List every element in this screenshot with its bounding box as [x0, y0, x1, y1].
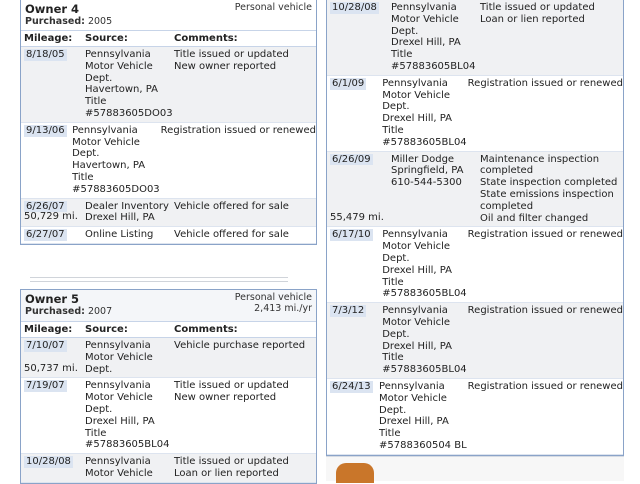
record-comments: [467, 305, 623, 376]
table-row: [21, 123, 316, 199]
comment-line: Title issued or updated: [174, 49, 289, 60]
source-line: Dealer Inventory: [85, 200, 169, 212]
record-date-cell: [327, 78, 379, 149]
owner-5-vehicle-type: Personal vehicle: [234, 292, 312, 303]
record-date-cell: [327, 2, 388, 73]
record-source: [379, 229, 466, 300]
record-date: 6/26/09: [332, 153, 371, 165]
source-header: Source:: [85, 33, 128, 44]
record-comments: [173, 201, 316, 225]
source-line: Pennsylvania: [85, 456, 151, 468]
owner-5-panel: [20, 289, 317, 484]
record-source: [82, 229, 173, 241]
record-comments: [160, 125, 316, 196]
record-date-cell: [21, 380, 82, 451]
record-date-cell: [21, 456, 82, 480]
source-line: #57883605BL04: [85, 439, 170, 451]
source-line: Title: [85, 96, 107, 108]
table-row: [21, 227, 316, 244]
record-source: [388, 2, 479, 73]
comment-line: New owner reported: [174, 60, 277, 72]
record-source: [82, 201, 173, 225]
source-line: Dept.: [382, 328, 410, 340]
source-line: Motor Vehicle: [72, 136, 140, 148]
record-mileage: 50,729 mi.: [24, 211, 78, 223]
comment-line: State emissions inspection: [480, 188, 614, 200]
comment-line: completed: [480, 200, 534, 212]
owner-5-header: [21, 290, 316, 322]
record-comments: [173, 340, 316, 375]
source-line: Title: [382, 276, 404, 288]
record-date: 6/26/07: [26, 200, 65, 212]
record-comments: [173, 49, 316, 120]
owner-5-vehicle-info: [235, 292, 312, 314]
record-date-cell: [327, 154, 388, 225]
owner-5-miles-per-year: 2,413 mi./yr: [254, 303, 312, 314]
owner-5-records: [21, 338, 316, 483]
record-date-cell: [327, 305, 379, 376]
table-row: [327, 76, 623, 152]
source-line: Dept.: [379, 404, 407, 416]
source-line: Pennsylvania: [72, 124, 138, 136]
source-line: Pennsylvania: [391, 2, 457, 13]
comment-line: Vehicle offered for sale: [174, 200, 289, 212]
comment-line: Registration issued or renewed: [467, 305, 623, 317]
owner-4-records: [21, 47, 316, 244]
record-date-cell: [327, 381, 376, 452]
source-line: Title: [391, 49, 413, 61]
source-line: Title: [85, 427, 107, 439]
source-line: Havertown, PA: [72, 160, 146, 172]
table-row: [21, 454, 316, 483]
source-line: Motor Vehicle: [382, 241, 451, 253]
source-line: #57883605BL04: [382, 364, 467, 376]
table-row: [21, 378, 316, 454]
source-line: Havertown, PA: [85, 84, 158, 96]
comment-line: Maintenance inspection: [480, 153, 600, 165]
record-comments: [467, 78, 623, 149]
comment-line: Oil and filter changed: [480, 212, 589, 224]
record-date: 10/28/08: [26, 456, 71, 468]
source-line: Drexel Hill, PA: [382, 264, 452, 276]
owner-4-vehicle-type: Personal vehicle: [234, 2, 312, 13]
comment-line: completed: [480, 165, 534, 177]
owner-4-table-header: [21, 31, 316, 47]
comment-line: Loan or lien reported: [174, 467, 279, 479]
record-date: 7/10/07: [26, 340, 65, 351]
comment-line: New owner reported: [174, 392, 277, 404]
source-line: Title: [72, 171, 94, 183]
record-comments: [173, 229, 316, 241]
source-line: #57883605BL04: [382, 288, 467, 300]
source-line: Dept.: [85, 72, 113, 84]
source-line: Title: [382, 124, 404, 136]
source-line: Motor Vehicle: [85, 351, 153, 363]
comments-header: Comments:: [174, 324, 238, 335]
record-date-cell: [21, 229, 82, 241]
source-line: Pennsylvania: [382, 77, 448, 89]
owner-5-table-header: [21, 322, 316, 338]
record-source: [82, 380, 173, 451]
purchased-year: 2007: [87, 306, 113, 317]
source-line: Springfield, PA: [391, 165, 464, 177]
source-line: Pennsylvania: [382, 305, 448, 317]
source-line: Drexel Hill, PA: [382, 113, 452, 125]
record-comments: [479, 154, 623, 225]
record-source: [82, 340, 173, 375]
source-line: Pennsylvania: [85, 380, 151, 392]
purchased-year: 2005: [87, 16, 113, 27]
source-line: Drexel Hill, PA: [382, 340, 452, 352]
comment-line: Loan or lien reported: [480, 13, 585, 25]
record-comments: [467, 229, 623, 300]
record-source: [69, 125, 160, 196]
source-line: Pennsylvania: [85, 340, 151, 351]
history-left-column: [20, 0, 317, 245]
record-source: [379, 305, 466, 376]
record-date: 9/13/06: [26, 124, 65, 136]
record-source: [82, 49, 173, 120]
comment-line: Title issued or updated: [480, 2, 595, 13]
comment-line: Registration issued or renewed: [160, 124, 316, 136]
table-row: [327, 152, 623, 228]
source-header: Source:: [85, 324, 128, 335]
source-line: Motor Vehicle: [85, 60, 153, 72]
source-line: 610-544-5300: [391, 177, 462, 189]
owner-4-header: [21, 0, 316, 31]
purchased-label: Purchased:: [25, 306, 85, 317]
record-date-cell: [21, 125, 69, 196]
source-line: Dept.: [72, 148, 100, 160]
record-date-cell: [21, 340, 82, 375]
record-date: 7/19/07: [26, 380, 65, 392]
record-comments: [173, 380, 316, 451]
source-line: Drexel Hill, PA: [85, 212, 155, 224]
record-mileage: 50,737 mi.: [24, 362, 78, 374]
mileage-header: Mileage:: [24, 33, 73, 44]
owner-5-column: [20, 289, 317, 484]
record-source: [82, 456, 173, 480]
record-date: 6/24/13: [332, 380, 371, 392]
source-line: Dept.: [85, 403, 113, 415]
comment-line: Title issued or updated: [174, 456, 289, 468]
comment-line: State inspection completed: [480, 177, 618, 189]
owner-4-panel: [20, 0, 317, 245]
table-row: [21, 199, 316, 228]
record-comments: [467, 381, 623, 452]
owner-5-continued-panel: [326, 0, 624, 456]
table-row: [327, 0, 623, 76]
source-line: #57883605BL04: [391, 60, 476, 72]
owner-4-title: Owner 4: [25, 2, 80, 16]
comment-line: Title issued or updated: [174, 380, 289, 392]
source-line: Motor Vehicle: [85, 467, 153, 479]
source-line: Drexel Hill, PA: [85, 415, 155, 427]
record-date-cell: [21, 49, 82, 120]
record-date: 8/18/05: [26, 49, 65, 60]
source-line: Pennsylvania: [85, 49, 151, 60]
source-line: Motor Vehicle: [382, 89, 451, 101]
table-row: [327, 227, 623, 303]
source-line: Motor Vehicle: [85, 392, 153, 404]
table-row: [21, 47, 316, 123]
record-source: [379, 78, 466, 149]
record-date: 7/3/12: [332, 305, 365, 317]
table-row: [327, 303, 623, 379]
source-line: #57883605DO03: [72, 183, 160, 195]
record-date: 6/27/07: [26, 229, 65, 241]
comment-line: Registration issued or renewed: [467, 229, 623, 241]
record-date: 10/28/08: [332, 2, 377, 13]
source-line: Online Listing: [85, 229, 154, 241]
owner-5-continued-records: [327, 0, 623, 455]
record-source: [376, 381, 467, 452]
source-line: #57883605DO03: [85, 107, 173, 119]
record-date-cell: [21, 201, 82, 225]
record-source: [388, 154, 479, 225]
comments-header: Comments:: [174, 33, 238, 44]
comment-line: Vehicle offered for sale: [174, 229, 289, 241]
owner-4-purchased: [25, 16, 312, 27]
owner-5-title: Owner 5: [25, 292, 80, 306]
source-line: Dept.: [382, 252, 410, 264]
source-line: Drexel Hill, PA: [391, 37, 461, 49]
source-line: Dept.: [391, 25, 419, 37]
source-line: Pennsylvania: [382, 229, 448, 241]
history-right-column: [326, 0, 624, 456]
source-line: Miller Dodge: [391, 153, 455, 165]
source-line: Motor Vehicle: [391, 13, 459, 25]
record-mileage: 55,479 mi.: [330, 211, 384, 223]
source-line: #5788360504 BL: [379, 439, 467, 451]
comment-line: Vehicle purchase reported: [174, 340, 306, 351]
record-comments: [173, 456, 316, 480]
source-line: Pennsylvania: [379, 380, 445, 392]
mileage-header: Mileage:: [24, 324, 73, 335]
source-line: Motor Vehicle: [379, 392, 447, 404]
purchased-label: Purchased:: [25, 16, 85, 27]
table-row: [327, 379, 623, 455]
comment-line: Registration issued or renewed: [467, 77, 623, 89]
record-comments: [479, 2, 623, 73]
table-row: [21, 338, 316, 378]
dog-mascot-icon: [336, 463, 374, 483]
source-line: Motor Vehicle: [382, 316, 451, 328]
record-date-cell: [327, 229, 379, 300]
record-date: 6/17/10: [332, 229, 371, 241]
source-line: Dept.: [85, 363, 113, 375]
source-line: Dept.: [382, 101, 410, 113]
source-line: Title: [382, 352, 404, 364]
section-divider: [30, 277, 288, 282]
source-line: #57883605BL04: [382, 136, 467, 148]
next-section-preview: [326, 456, 624, 481]
comment-line: Registration issued or renewed: [467, 380, 623, 392]
source-line: Title: [379, 428, 401, 440]
source-line: Drexel Hill, PA: [379, 416, 449, 428]
record-date: 6/1/09: [332, 77, 365, 89]
